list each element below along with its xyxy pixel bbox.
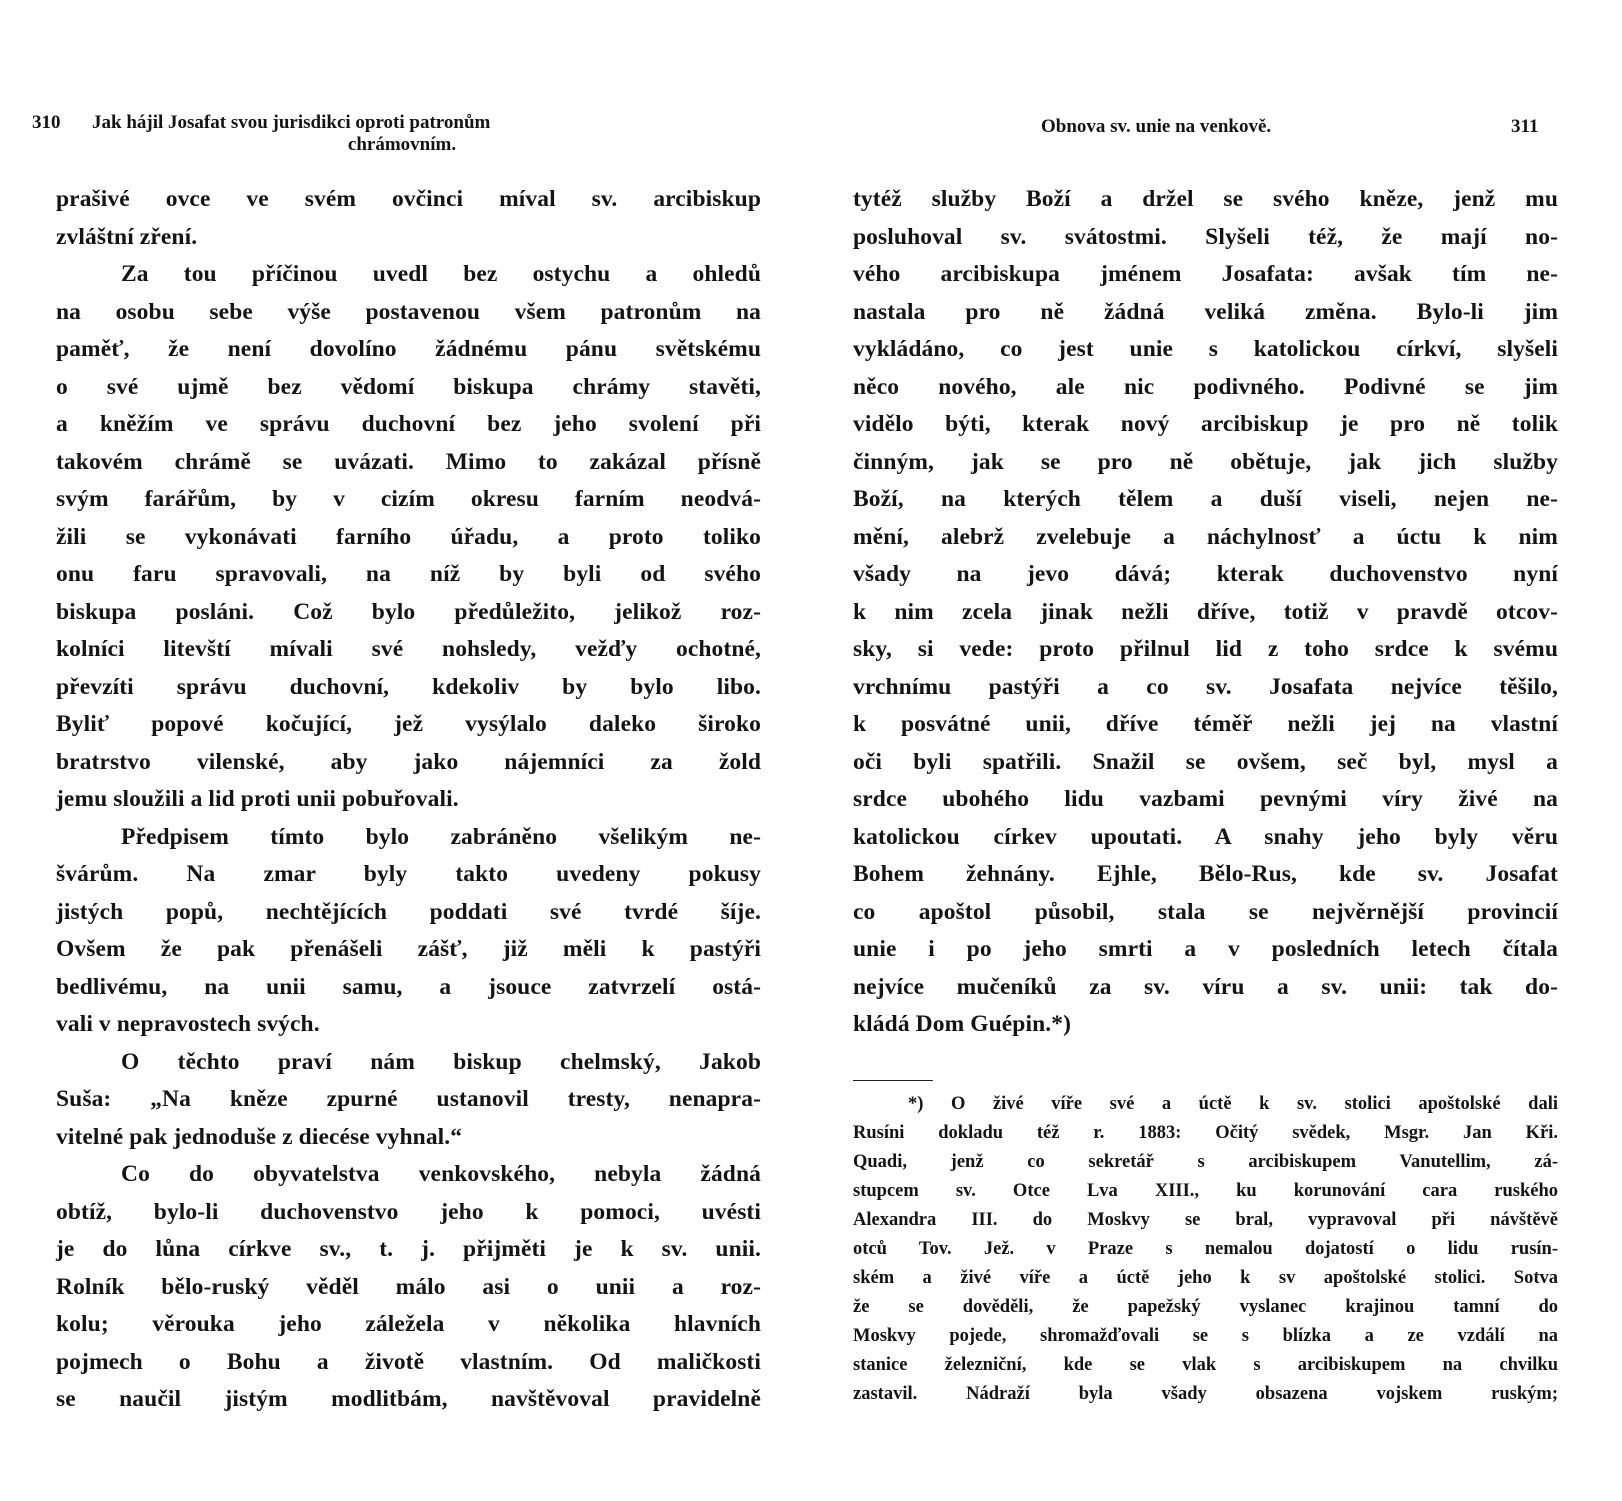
text-line: vého arcibiskupa jménem Josafata: avšak tím ne-	[853, 261, 1558, 287]
text-line: kolu; věrouka jeho záležela v několika hlavních	[56, 1311, 761, 1337]
text-line: obtíž, bylo-li duchovenstvo jeho k pomoci, uvésti	[56, 1198, 761, 1225]
text-line: Ovšem že pak přenášeli zášť, již měli k pastýři	[56, 936, 761, 962]
left-running-head-line2: chrámovním.	[347, 134, 457, 155]
text-line: stanice železniční, kde se vlak s arcibiskupem na chvilku	[853, 1355, 1558, 1375]
text-line: co apoštol působil, stala se nejvěrnější provincií	[853, 898, 1558, 925]
text-line: O těchto praví nám biskup chelmský, Jakob	[121, 1048, 761, 1075]
text-line: vitelné pak jednoduše z diecése vyhnal.“	[56, 1123, 463, 1150]
text-line: činným, jak se pro ně obětuje, jak jich služby	[853, 448, 1558, 475]
text-line: mění, alebrž zvelebuje a náchylnosť a úctu k nim	[853, 523, 1558, 550]
footnote-rule	[853, 1080, 933, 1081]
text-line: bratrstvo vilenské, aby jako nájemníci za žold	[56, 748, 761, 775]
left-page-number: 310	[32, 112, 61, 133]
text-line: jistých popů, nechtějících poddati své tvrdé šíje.	[56, 898, 761, 925]
text-line: kolníci litevští mívali své nohsledy, vežďy ochotné,	[56, 636, 761, 662]
text-line: sky, si vede: proto přilnul lid z toho srdce k svému	[853, 636, 1558, 662]
text-line: Quadi, jenž co sekretář s arcibiskupem Vanutellim, zá-	[853, 1152, 1558, 1172]
footnote	[853, 1090, 1558, 1409]
text-line: otců Tov. Jež. v Praze s nemalou dojatostí o lidu rusín-	[853, 1239, 1558, 1259]
text-line: všady na jevo dává; kterak duchovenstvo nyní	[853, 561, 1558, 587]
text-line: takovém chrámě se uvázati. Mimo to zakázal přísně	[56, 448, 761, 475]
text-line: je do lůna církve sv., t. j. přijměti je k sv. unii.	[56, 1236, 761, 1262]
text-line: na osobu sebe výše postavenou všem patronům na	[56, 298, 761, 325]
text-line: katolickou církev upoutati. A snahy jeho byly věru	[853, 823, 1558, 850]
text-line: švárům. Na zmar byly takto uvedeny pokusy	[56, 861, 761, 887]
text-line: zastavil. Nádraží byla všady obsazena vojskem ruským;	[853, 1384, 1558, 1404]
text-line: Suša: „Na kněze zpurné ustanovil tresty, nenapra-	[56, 1086, 761, 1112]
text-line: něco nového, ale nic podivného. Podivné se jim	[853, 373, 1558, 400]
text-line: Byliť popové kočující, jež vysýlalo daleko široko	[56, 711, 761, 737]
text-line: nastala pro ně žádná veliká změna. Bylo-li jim	[853, 298, 1558, 325]
text-line: Za tou příčinou uvedl bez ostychu a ohledů	[121, 261, 761, 287]
text-line: prašivé ovce ve svém ovčinci míval sv. arcibiskup	[56, 186, 761, 212]
left-running-head-line1: Jak hájil Josafat svou jurisdikci oproti patronům	[92, 112, 491, 133]
text-line: *) O živé víře své a úctě k sv. stolici apoštolské dali	[908, 1094, 1558, 1114]
text-line: kládá Dom Guépin.*)	[853, 1011, 1072, 1037]
text-line: srdce ubohého lidu vazbami pevnými víry živé na	[853, 786, 1558, 812]
text-line: posluhoval sv. svátostmi. Slyšeli též, že mají no-	[853, 223, 1558, 250]
right-body-text	[853, 181, 1558, 1044]
text-line: převzíti správu duchovní, kdekoliv by bylo libo.	[56, 673, 761, 700]
text-line: vykládáno, co jest unie s katolickou církví, slyšeli	[853, 336, 1558, 362]
text-line: Bohem žehnány. Ejhle, Bělo-Rus, kde sv. Josafat	[853, 861, 1558, 887]
text-line: Předpisem tímto bylo zabráněno všelikým ne-	[121, 823, 761, 850]
text-line: stupcem sv. Otce Lva XIII., ku korunování cara ruského	[853, 1181, 1558, 1201]
text-line: bedlivému, na unii samu, a jsouce zatvrzelí ostá-	[56, 973, 761, 1000]
text-line: a kněžím ve správu duchovní bez jeho svolení při	[56, 411, 761, 437]
text-line: Alexandra III. do Moskvy se bral, vypravoval při návštěvě	[853, 1210, 1558, 1230]
right-running-head: Obnova sv. unie na venkově.	[1041, 116, 1272, 137]
text-line: paměť, že není dovolíno žádnému pánu světskému	[56, 336, 761, 362]
text-line: vidělo býti, kterak nový arcibiskup je pro ně tolik	[853, 411, 1558, 437]
right-page-number: 311	[1511, 116, 1539, 137]
left-body-text	[56, 181, 761, 1419]
left-running-head	[92, 112, 712, 156]
text-line: k posvátné unii, dříve téměř nežli jej na vlastní	[853, 711, 1558, 737]
text-line: se naučil jistým modlitbám, navštěvoval pravidelně	[56, 1386, 761, 1412]
text-line: zvláštní zření.	[56, 223, 198, 250]
text-line: biskupa posláni. Což bylo předůležito, jelikož roz-	[56, 598, 761, 625]
text-line: Boží, na kterých tělem a duší viseli, nejen ne-	[853, 486, 1558, 512]
text-line: svým farářům, by v cizím okresu farním neodvá-	[56, 486, 761, 512]
text-line: žili se vykonávati farního úřadu, a proto toliko	[56, 523, 761, 550]
text-line: vrchnímu pastýři a co sv. Josafata nejvíce těšilo,	[853, 673, 1558, 700]
text-line: tytéž služby Boží a držel se svého kněze, jenž mu	[853, 186, 1558, 212]
text-line: unie i po jeho smrti a v posledních letech čítala	[853, 936, 1558, 962]
text-line: o své ujmě bez vědomí biskupa chrámy stavěti,	[56, 373, 761, 400]
right-page	[811, 0, 1622, 1501]
text-line: k nim zcela jinak nežli dříve, totiž v pravdě otcov-	[853, 598, 1558, 625]
text-line: onu faru spravovali, na níž by byli od svého	[56, 561, 761, 587]
text-line: že se dověděli, že papežský vyslanec krajinou tamní do	[853, 1297, 1558, 1317]
text-line: pojmech o Bohu a životě vlastním. Od maličkosti	[56, 1348, 761, 1375]
text-line: vali v nepravostech svých.	[56, 1011, 320, 1037]
text-line: Co do obyvatelstva venkovského, nebyla žádná	[121, 1161, 761, 1187]
text-line: oči byli spatřili. Snažil se ovšem, seč byl, mysl a	[853, 748, 1558, 775]
text-line: nejvíce mučeníků za sv. víru a sv. unii: tak do-	[853, 973, 1558, 1000]
text-line: Moskvy pojede, shromažďovali se s blízka a ze vzdálí na	[853, 1326, 1558, 1346]
text-line: jemu sloužili a lid proti unii pobuřovali.	[56, 786, 459, 812]
text-line: Rolník bělo-ruský věděl málo asi o unii a roz-	[56, 1273, 761, 1300]
text-line: Rusíni dokladu též r. 1883: Očitý svědek, Msgr. Jan Kři.	[853, 1123, 1558, 1143]
text-line: ském a živé víře a úctě jeho k sv apoštolské stolici. Sotva	[853, 1268, 1558, 1288]
